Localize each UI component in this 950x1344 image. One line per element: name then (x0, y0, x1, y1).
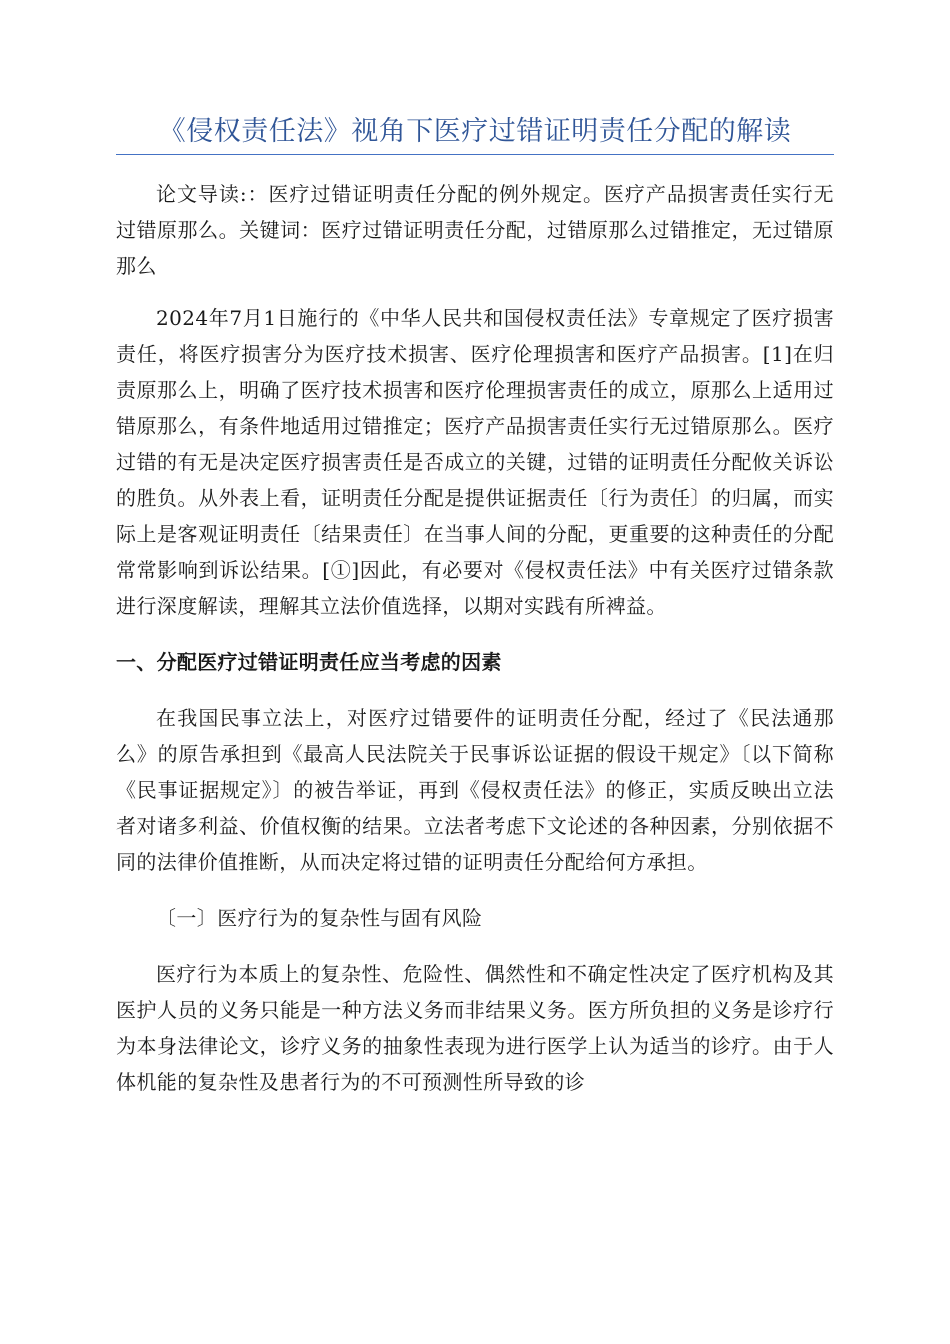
section-heading-1: 一、分配医疗过错证明责任应当考虑的因素 (116, 650, 502, 674)
body-paragraph-3: 医疗行为本质上的复杂性、危险性、偶然性和不确定性决定了医疗机构及其医护人员的义务只能是一种方法义务而非结果义务。医方所负担的义务是诊疗行为本身法律论文，诊疗义务的抽象性表现为进行医学上认为适当的诊疗。由于人体机能的复杂性及患者行为的不可预测性所导致的诊 (116, 962, 834, 1094)
body-paragraph-2: 在我国民事立法上，对医疗过错要件的证明责任分配，经过了《民法通那么》的原告承担到《最高人民法院关于民事诉讼证据的假设干规定》〔以下简称《民事证据规定》〕的被告举证，再到《侵权责任法》的修正，实质反映出立法者对诸多利益、价值权衡的结果。立法者考虑下文论述的各种因素，分别依据不同的法律价值推断，从而决定将过错的证明责任分配给何方承担。 (116, 706, 834, 874)
document-body (116, 176, 834, 1100)
document-title: 《侵权责任法》视角下医疗过错证明责任分配的解读 (158, 116, 792, 147)
subsection-heading-1: 〔一〕医疗行为的复杂性与固有风险 (156, 906, 483, 930)
title-underline (116, 154, 834, 155)
body-paragraph-1: 2024年7月1日施行的《中华人民共和国侵权责任法》专章规定了医疗损害责任，将医疗损害分为医疗技术损害、医疗伦理损害和医疗产品损害。[1]在归责原那么上，明确了医疗技术损害和医疗伦理损害责任的成立，原那么上适用过错原那么，有条件地适用过错推定；医疗产品损害责任实行无过错原那么。医疗过错的有无是决定医疗损害责任是否成立的关键，过错的证明责任分配攸关诉讼的胜负。从外表上看，证明责任分配是提供证据责任〔行为责任〕的归属，而实际上是客观证明责任〔结果责任〕在当事人间的分配，更重要的这种责任的分配常常影响到诉讼结果。[①]因此，有必要对《侵权责任法》中有关医疗过错条款进行深度解读，理解其立法价值选择，以期对实践有所裨益。 (116, 306, 834, 618)
intro-paragraph: 论文导读:：医疗过错证明责任分配的例外规定。医疗产品损害责任实行无过错原那么。关键词：医疗过错证明责任分配，过错原那么过错推定，无过错原那么 (116, 182, 834, 278)
